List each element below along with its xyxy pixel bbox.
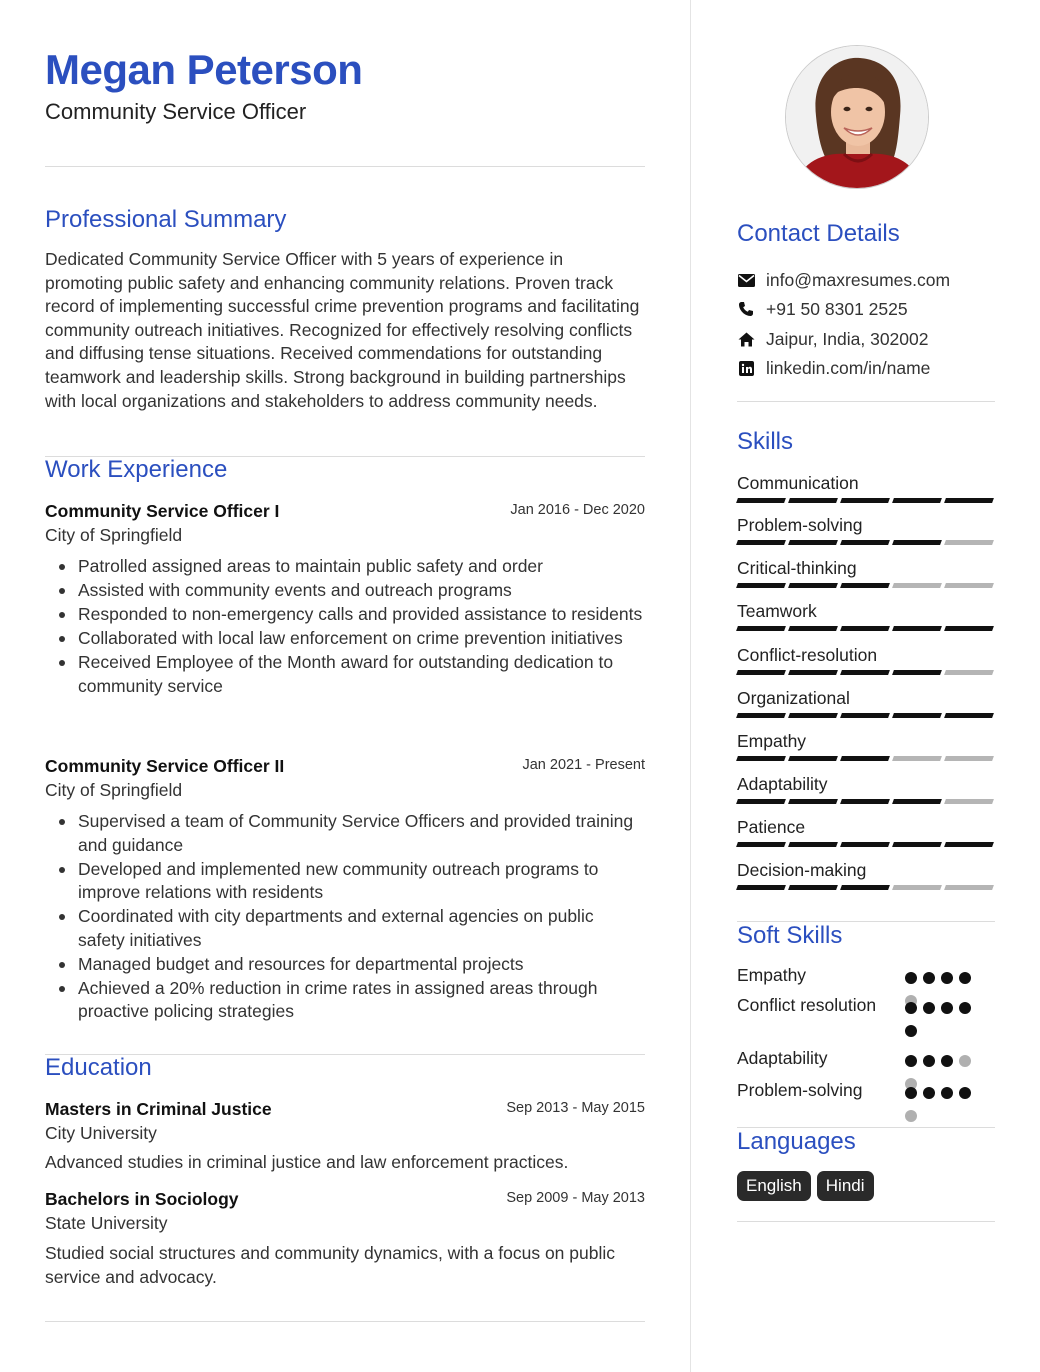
contact-email[interactable] bbox=[737, 268, 950, 292]
skill-bar-filled bbox=[788, 713, 838, 718]
skill-level-bar bbox=[737, 756, 997, 761]
job-bullets bbox=[78, 555, 645, 699]
languages-list bbox=[737, 1171, 880, 1201]
skill-name: Adaptability bbox=[737, 774, 828, 794]
skill-bar-empty bbox=[944, 670, 994, 675]
rating-dot-filled bbox=[923, 1055, 935, 1067]
rating-dot-filled bbox=[941, 1087, 953, 1099]
degree-title: Masters in Criminal Justice bbox=[45, 1099, 272, 1119]
skill-bar-filled bbox=[736, 756, 786, 761]
skill-name: Patience bbox=[737, 817, 806, 837]
skill-bar-filled bbox=[892, 626, 942, 631]
skills-heading: Skills bbox=[737, 428, 794, 455]
skill-bar-filled bbox=[736, 583, 786, 588]
education-divider bbox=[45, 1321, 645, 1322]
job-bullet: Achieved a 20% reduction in crime rates in assigned areas through proactive policing strategies bbox=[78, 977, 645, 1024]
skill-bar-filled bbox=[840, 799, 890, 804]
skill-name: Communication bbox=[737, 473, 859, 493]
skill-bar-filled bbox=[788, 540, 838, 545]
candidate-title: Community Service Officer bbox=[45, 99, 307, 124]
skill-level-bar bbox=[737, 498, 997, 503]
profile-photo bbox=[785, 45, 929, 189]
skill-bar-filled bbox=[840, 842, 890, 847]
degree-title: Bachelors in Sociology bbox=[45, 1189, 239, 1209]
rating-dot-filled bbox=[905, 972, 917, 984]
job-title: Community Service Officer I bbox=[45, 501, 280, 521]
skill-bar-filled bbox=[944, 713, 994, 718]
rating-dot-empty bbox=[905, 1110, 917, 1122]
contact-phone[interactable] bbox=[737, 297, 908, 321]
skill-bar-filled bbox=[788, 885, 838, 890]
profile-photo-image bbox=[786, 46, 929, 189]
skill-item bbox=[737, 859, 995, 881]
skill-bar-filled bbox=[892, 842, 942, 847]
rating-dot-filled bbox=[923, 972, 935, 984]
skill-bar-filled bbox=[840, 540, 890, 545]
skill-level-bar bbox=[737, 626, 997, 631]
rating-dot-filled bbox=[941, 972, 953, 984]
job-bullet: Received Employee of the Month award for outstanding dedication to community service bbox=[78, 651, 645, 698]
education-dates: Sep 2009 - May 2013 bbox=[506, 1190, 645, 1206]
job-bullet: Responded to non-emergency calls and provided assistance to residents bbox=[78, 603, 645, 627]
skill-item bbox=[737, 773, 995, 795]
skill-bar-filled bbox=[736, 626, 786, 631]
header-divider bbox=[45, 166, 645, 167]
skill-bar-filled bbox=[736, 498, 786, 503]
skill-bar-filled bbox=[840, 885, 890, 890]
skill-bar-filled bbox=[840, 583, 890, 588]
skill-item bbox=[737, 687, 995, 709]
skill-bar-filled bbox=[944, 842, 994, 847]
rating-dot-filled bbox=[941, 1055, 953, 1067]
skill-level-bar bbox=[737, 583, 997, 588]
language-tag: English bbox=[737, 1171, 811, 1201]
skill-bar-filled bbox=[788, 756, 838, 761]
soft-skill-name: Conflict resolution bbox=[737, 995, 877, 1015]
skill-bar-filled bbox=[892, 498, 942, 503]
candidate-name: Megan Peterson bbox=[45, 46, 363, 93]
job-bullets bbox=[78, 810, 645, 1024]
job-bullet: Supervised a team of Community Service Officers and provided training and guidance bbox=[78, 810, 645, 857]
job-bullet: Patrolled assigned areas to maintain public safety and order bbox=[78, 555, 645, 579]
skill-level-bar bbox=[737, 540, 997, 545]
skill-bar-filled bbox=[736, 713, 786, 718]
skill-bar-empty bbox=[944, 885, 994, 890]
rating-dot-filled bbox=[923, 1087, 935, 1099]
education-description: Studied social structures and community dynamics, with a focus on public service and advocacy. bbox=[45, 1243, 615, 1287]
job-bullet: Assisted with community events and outreach programs bbox=[78, 579, 645, 603]
job-dates: Jan 2021 - Present bbox=[522, 757, 645, 773]
skill-level-bar bbox=[737, 799, 997, 804]
skill-bar-filled bbox=[892, 670, 942, 675]
skill-bar-filled bbox=[788, 670, 838, 675]
skill-name: Teamwork bbox=[737, 601, 817, 621]
skill-bar-empty bbox=[892, 583, 942, 588]
job-bullet: Developed and implemented new community outreach programs to improve relations with residents bbox=[78, 858, 645, 905]
rating-dot-filled bbox=[959, 1002, 971, 1014]
education-description: Advanced studies in criminal justice and law enforcement practices. bbox=[45, 1152, 569, 1172]
skill-bar-filled bbox=[788, 626, 838, 631]
job-dates: Jan 2016 - Dec 2020 bbox=[510, 502, 645, 518]
phone-icon bbox=[737, 300, 755, 318]
skill-bar-empty bbox=[944, 583, 994, 588]
skill-item bbox=[737, 730, 995, 752]
education-heading: Education bbox=[45, 1054, 152, 1081]
rating-dot-empty bbox=[959, 1055, 971, 1067]
skill-name: Decision-making bbox=[737, 860, 867, 880]
skill-bar-filled bbox=[736, 885, 786, 890]
languages-divider bbox=[737, 1221, 995, 1222]
skill-level-bar bbox=[737, 713, 997, 718]
soft-skill-name: Adaptability bbox=[737, 1048, 828, 1068]
job-bullet: Coordinated with city departments and external agencies on public safety initiatives bbox=[78, 905, 645, 952]
rating-dot-filled bbox=[905, 1055, 917, 1067]
skill-bar-filled bbox=[788, 498, 838, 503]
skill-name: Conflict-resolution bbox=[737, 645, 878, 665]
rating-dot-filled bbox=[959, 1087, 971, 1099]
skill-bar-empty bbox=[892, 885, 942, 890]
school-name: State University bbox=[45, 1213, 168, 1233]
soft-skills-heading: Soft Skills bbox=[737, 922, 843, 949]
rating-dot-filled bbox=[905, 1025, 917, 1037]
skill-bar-filled bbox=[840, 626, 890, 631]
education-dates: Sep 2013 - May 2015 bbox=[506, 1100, 645, 1116]
skill-item bbox=[737, 514, 995, 536]
home-icon bbox=[737, 330, 755, 348]
skill-bar-filled bbox=[840, 498, 890, 503]
skill-bar-empty bbox=[944, 540, 994, 545]
skill-level-bar bbox=[737, 670, 997, 675]
skill-bar-filled bbox=[944, 626, 994, 631]
rating-dot-filled bbox=[905, 1002, 917, 1014]
skill-item bbox=[737, 557, 995, 579]
languages-heading: Languages bbox=[737, 1128, 856, 1155]
skill-bar-empty bbox=[944, 799, 994, 804]
skill-bar-filled bbox=[736, 799, 786, 804]
skill-bar-filled bbox=[788, 842, 838, 847]
skill-bar-filled bbox=[788, 799, 838, 804]
job-bullet: Managed budget and resources for departmental projects bbox=[78, 953, 645, 977]
skill-bar-filled bbox=[944, 498, 994, 503]
skill-name: Problem-solving bbox=[737, 515, 863, 535]
job-organization: City of Springfield bbox=[45, 780, 183, 800]
skill-bar-empty bbox=[892, 756, 942, 761]
summary-text: Dedicated Community Service Officer with 5 years of experience in promoting public safety and enhancing community relations. Proven track record of implementing successful crime prevention programs and facilitating community outreach initiatives. Recognized for effectively resolving conflicts and diffusing tense situations. Received commendations for outstanding teamwork and leadership skills. Strong background in building partnerships with local organizations and stakeholders to address community needs. bbox=[45, 249, 640, 411]
skill-name: Empathy bbox=[737, 731, 807, 751]
skill-bar-filled bbox=[840, 713, 890, 718]
skill-bar-filled bbox=[892, 540, 942, 545]
contact-linkedin[interactable] bbox=[737, 356, 930, 380]
contact-phone-text: +91 50 8301 2525 bbox=[766, 298, 908, 319]
soft-skill-name: Problem-solving bbox=[737, 1080, 863, 1100]
skill-item bbox=[737, 644, 995, 666]
job-organization: City of Springfield bbox=[45, 525, 183, 545]
job-bullet: Collaborated with local law enforcement on crime prevention initiatives bbox=[78, 627, 645, 651]
contact-linkedin-text: linkedin.com/in/name bbox=[766, 357, 931, 378]
contact-address-text: Jaipur, India, 302002 bbox=[766, 328, 929, 349]
skill-name: Critical-thinking bbox=[737, 558, 857, 578]
skill-bar-empty bbox=[944, 756, 994, 761]
soft-skill-name: Empathy bbox=[737, 965, 807, 985]
skill-level-bar bbox=[737, 842, 997, 847]
skill-bar-filled bbox=[892, 713, 942, 718]
skill-item bbox=[737, 816, 995, 838]
summary-heading: Professional Summary bbox=[45, 206, 287, 233]
skill-bar-filled bbox=[736, 842, 786, 847]
language-tag: Hindi bbox=[817, 1171, 874, 1201]
column-divider bbox=[690, 0, 691, 1372]
contact-email-text: info@maxresumes.com bbox=[766, 269, 951, 290]
rating-dot-filled bbox=[905, 1087, 917, 1099]
rating-dot-filled bbox=[941, 1002, 953, 1014]
linkedin-icon bbox=[737, 359, 755, 377]
rating-dot-filled bbox=[959, 972, 971, 984]
skill-item bbox=[737, 600, 995, 622]
contact-address bbox=[737, 327, 929, 351]
skill-bar-filled bbox=[840, 756, 890, 761]
skill-bar-filled bbox=[736, 670, 786, 675]
envelope-icon bbox=[737, 271, 755, 289]
rating-dot-filled bbox=[923, 1002, 935, 1014]
experience-heading: Work Experience bbox=[45, 456, 228, 483]
skill-bar-filled bbox=[788, 583, 838, 588]
contact-divider bbox=[737, 401, 995, 402]
skill-bar-filled bbox=[840, 670, 890, 675]
skill-level-bar bbox=[737, 885, 997, 890]
skill-bar-filled bbox=[892, 799, 942, 804]
contact-heading: Contact Details bbox=[737, 220, 900, 247]
soft-skill-rating bbox=[905, 1002, 985, 1048]
skill-bar-filled bbox=[736, 540, 786, 545]
school-name: City University bbox=[45, 1123, 157, 1143]
skill-name: Organizational bbox=[737, 688, 850, 708]
job-title: Community Service Officer II bbox=[45, 756, 285, 776]
skill-item bbox=[737, 472, 995, 494]
